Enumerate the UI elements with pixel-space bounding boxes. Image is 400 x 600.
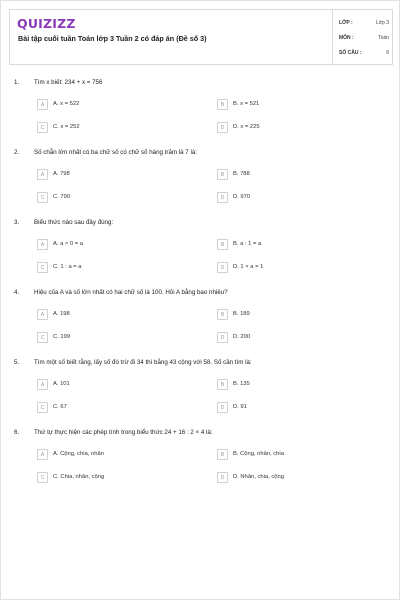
option-text: C. x = 252 — [53, 124, 80, 130]
question-2 — [1, 149, 400, 213]
answer-option-b[interactable] — [217, 449, 367, 461]
option-letter-box: D — [217, 402, 228, 413]
question-number: 1. — [14, 79, 20, 86]
meta-class-label: LỚP : — [339, 20, 353, 26]
option-letter-box: D — [217, 332, 228, 343]
option-letter-box: A — [37, 309, 48, 320]
option-text: D. 970 — [233, 194, 251, 200]
option-letter-box: C — [37, 122, 48, 133]
question-text: Tìm x biết: 234 + x = 756 — [34, 79, 103, 86]
answer-option-d[interactable] — [217, 402, 367, 414]
meta-subject-value: Toán — [378, 35, 389, 41]
option-letter-box: C — [37, 262, 48, 273]
worksheet-header — [9, 9, 393, 65]
question-text: Hiệu của A và số lớn nhất có hai chữ số là 100. Hỏi A bằng bao nhiêu? — [34, 289, 228, 296]
option-letter-box: C — [37, 472, 48, 483]
question-4 — [1, 289, 400, 353]
option-text: C. 199 — [53, 334, 71, 340]
answer-option-b[interactable] — [217, 169, 367, 181]
option-text: A. 198 — [53, 311, 70, 317]
option-letter-box: A — [37, 379, 48, 390]
option-letter-box: C — [37, 402, 48, 413]
option-letter-box: D — [217, 262, 228, 273]
answer-option-a[interactable] — [37, 239, 187, 251]
answer-option-b[interactable] — [217, 309, 367, 321]
answer-option-c[interactable] — [37, 402, 187, 414]
option-letter-box: B — [217, 379, 228, 390]
answer-option-a[interactable] — [37, 379, 187, 391]
option-letter-box: D — [217, 122, 228, 133]
option-letter-box: A — [37, 239, 48, 250]
meta-panel — [332, 10, 394, 64]
option-text: A. x = 522 — [53, 101, 80, 107]
option-letter-box: B — [217, 309, 228, 320]
question-number: 6. — [14, 429, 20, 436]
question-number: 2. — [14, 149, 20, 156]
option-text: A. Cộng, chia, nhân — [53, 451, 104, 457]
option-text: A. 101 — [53, 381, 70, 387]
option-text: D. x = 225 — [233, 124, 260, 130]
question-number: 5. — [14, 359, 20, 366]
option-letter-box: A — [37, 169, 48, 180]
answer-option-c[interactable] — [37, 192, 187, 204]
question-3 — [1, 219, 400, 283]
answer-option-c[interactable] — [37, 262, 187, 274]
option-text: B. 788 — [233, 171, 250, 177]
answer-option-d[interactable] — [217, 332, 367, 344]
option-letter-box: A — [37, 449, 48, 460]
option-text: B. x = 521 — [233, 101, 260, 107]
question-text: Biểu thức nào sau đây đúng: — [34, 219, 114, 226]
option-text: D. 200 — [233, 334, 251, 340]
answer-option-b[interactable] — [217, 239, 367, 251]
answer-option-c[interactable] — [37, 472, 187, 484]
question-6 — [1, 429, 400, 493]
answer-option-d[interactable] — [217, 262, 367, 274]
question-5 — [1, 359, 400, 423]
answer-option-c[interactable] — [37, 122, 187, 134]
option-text: D. Nhân, chia, cộng — [233, 474, 284, 480]
meta-count-row — [333, 44, 395, 62]
option-letter-box: A — [37, 99, 48, 110]
answer-option-a[interactable] — [37, 99, 187, 111]
option-text: C. 67 — [53, 404, 67, 410]
option-text: C. 1 : a = a — [53, 264, 82, 270]
option-letter-box: D — [217, 472, 228, 483]
option-text: B. a : 1 = a — [233, 241, 262, 247]
answer-option-d[interactable] — [217, 472, 367, 484]
option-text: C. Chia, nhân, cộng — [53, 474, 105, 480]
option-letter-box: C — [37, 192, 48, 203]
question-1 — [1, 79, 400, 143]
option-text: A. 798 — [53, 171, 70, 177]
worksheet-title: Bài tập cuối tuần Toán lớp 3 Tuần 2 có đáp án (Đề số 3) — [18, 34, 207, 43]
answer-option-b[interactable] — [217, 99, 367, 111]
option-text: A. a × 0 = a — [53, 241, 83, 247]
option-text: D. 1 × a = 1 — [233, 264, 264, 270]
question-text: Số chẵn lớn nhất có ba chữ số có chữ số hàng trăm là 7 là: — [34, 149, 197, 156]
option-letter-box: D — [217, 192, 228, 203]
option-text: B. 135 — [233, 381, 250, 387]
option-letter-box: B — [217, 99, 228, 110]
option-text: B. Cộng, nhân, chia — [233, 451, 284, 457]
answer-option-a[interactable] — [37, 449, 187, 461]
meta-subject-label: MÔN : — [339, 35, 354, 41]
option-text: B. 189 — [233, 311, 250, 317]
answer-option-d[interactable] — [217, 192, 367, 204]
question-text: Tìm một số biết rằng, lấy số đó trừ đi 34 thì bằng 43 cộng với 58. Số cần tìm là: — [34, 359, 252, 366]
option-text: D. 91 — [233, 404, 247, 410]
question-text: Thứ tự thực hiện các phép tính trong biểu thức 24 + 16 : 2 × 4 là: — [34, 429, 213, 436]
option-letter-box: B — [217, 449, 228, 460]
meta-count-value: 6 — [386, 50, 389, 56]
quizizz-logo: QUIZIZZ — [17, 16, 76, 31]
answer-option-d[interactable] — [217, 122, 367, 134]
option-letter-box: B — [217, 239, 228, 250]
question-number: 3. — [14, 219, 20, 226]
option-letter-box: C — [37, 332, 48, 343]
meta-class-value: Lớp 3 — [375, 20, 389, 26]
option-letter-box: B — [217, 169, 228, 180]
meta-count-label: SỐ CÂU : — [339, 50, 362, 56]
answer-option-c[interactable] — [37, 332, 187, 344]
option-text: C. 790 — [53, 194, 71, 200]
answer-option-a[interactable] — [37, 169, 187, 181]
question-number: 4. — [14, 289, 20, 296]
answer-option-a[interactable] — [37, 309, 187, 321]
answer-option-b[interactable] — [217, 379, 367, 391]
